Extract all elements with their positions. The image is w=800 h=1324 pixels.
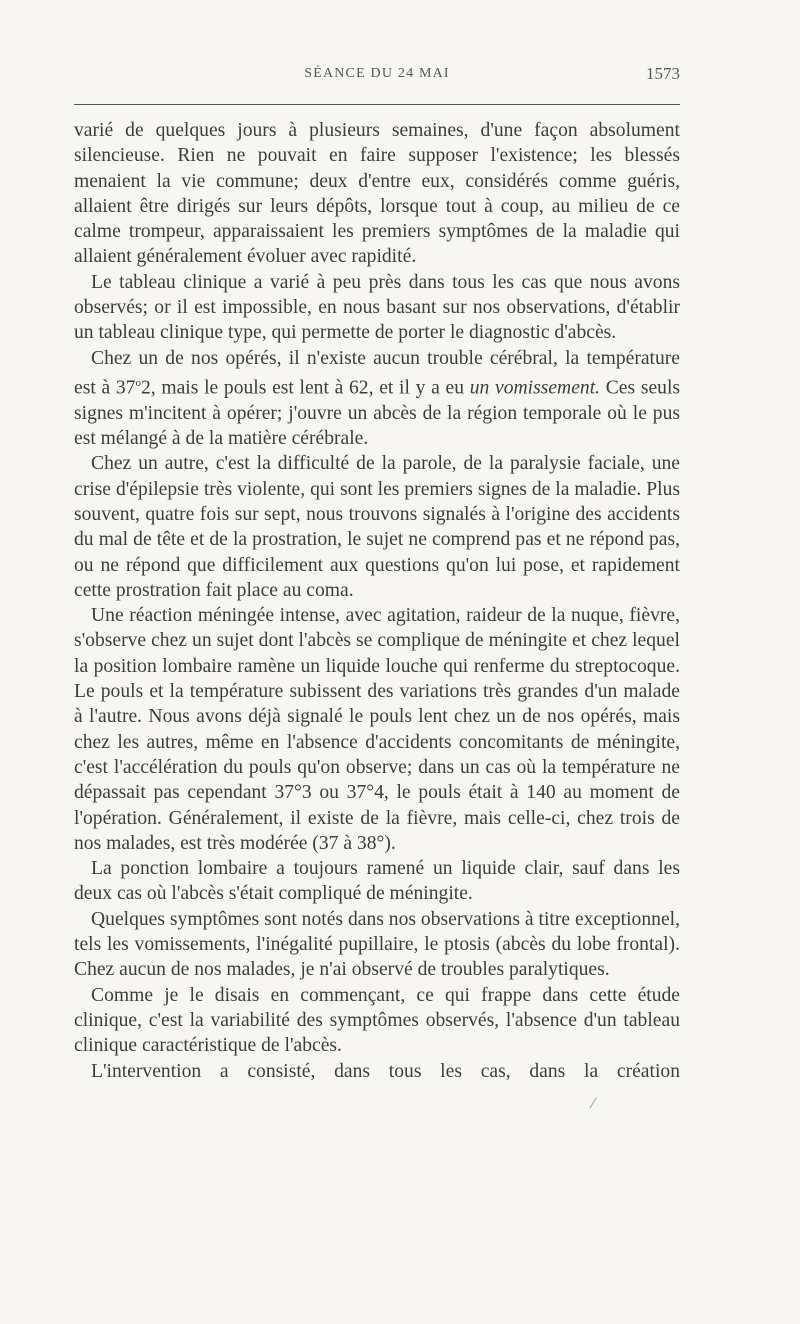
body-text	[74, 118, 680, 1084]
paragraph-lumbar-puncture: La ponction lombaire a toujours ramené un liquide clair, sauf dans les deux cas où l'abcès s'était compliqué de méningite.	[74, 858, 680, 905]
paragraph-second-case: Chez un autre, c'est la difficulté de la parole, de la paralysie faciale, une crise d'épilepsie très violente, qui sont les premiers signes de la maladie. Plus souvent, quatre fois sur sept, nous trouvons signalés à l'origine des accidents du mal de tête et de la prostration, le sujet ne comprend pas et ne répond pas, ou ne répond que difficilement aux questions qu'on lui pose, et rapidement cette prostration fait place au coma.	[74, 453, 680, 601]
paragraph-first-case: Chez un de nos opérés, il n'existe aucun trouble cérébral, la température est à 37$^o$2, mais le pouls est lent à 62, et il y a eu un vomissement. Ces seuls signes m'incitent à opérer; j'ouvre un abcès de la région temporale où le pus est mélangé à de la matière cérébrale.	[74, 347, 681, 450]
page-header	[74, 62, 680, 88]
header-rule	[74, 104, 680, 105]
pencil-mark: ⁄	[592, 1096, 595, 1112]
paragraph-clinical-picture: Le tableau clinique a varié à peu près dans tous les cas que nous avons observés; or il est impossible, en nous basant sur nos observations, d'établir un tableau clinique type, qui permette de porter le diagnostic d'abcès.	[74, 271, 680, 344]
paragraph-intervention: L'intervention a consisté, dans tous les cas, dans la création	[91, 1060, 680, 1082]
page-number: 1573	[646, 64, 680, 83]
paragraph-exceptional-symptoms: Quelques symptômes sont notés dans nos observations à titre exceptionnel, tels les vomissements, l'inégalité pupillaire, le ptosis (abcès du lobe frontal). Chez aucun de nos malades, je n'ai observé de troubles paralytiques.	[74, 908, 680, 981]
paragraph-continuation: varié de quelques jours à plusieurs semaines, d'une façon absolument silencieuse. Rien ne pouvait en faire supposer l'existence; les blessés menaient la vie commune; deux d'entre eux, considérés comme guéris, allaient être dirigés sur leurs dépôts, lorsque tout à coup, au milieu de ce calme trompeur, apparaissaient les premiers symptômes de la maladie qui allaient généralement évoluer avec rapidité.	[74, 120, 680, 268]
paragraph-variability: Comme je le disais en commençant, ce qui frappe dans cette étude clinique, c'est la variabilité des symptômes observés, l'absence d'un tableau clinique caractéristique de l'abcès.	[74, 984, 680, 1057]
running-head: SÉANCE DU 24 MAI	[304, 66, 450, 81]
paragraph-meningeal-reaction: Une réaction méningée intense, avec agitation, raideur de la nuque, fièvre, s'observe chez un sujet dont l'abcès se complique de méningite et chez lequel la position lombaire ramène un liquide louche qui renferme du streptocoque. Le pouls et la température subissent des variations très grandes d'un malade à l'autre. Nous avons déjà signalé le pouls lent chez un de nos opérés, mais chez les autres, même en l'absence d'accidents concomitants de méningite, c'est l'accélération du pouls qu'on observe; dans un cas où la température ne dépassait pas cependant 37°3 ou 37°4, le pouls était à 140 au moment de l'opération. Généralement, il existe de la fièvre, mais celle-ci, chez trois de nos malades, est très modérée (37 à 38°).	[74, 605, 680, 854]
